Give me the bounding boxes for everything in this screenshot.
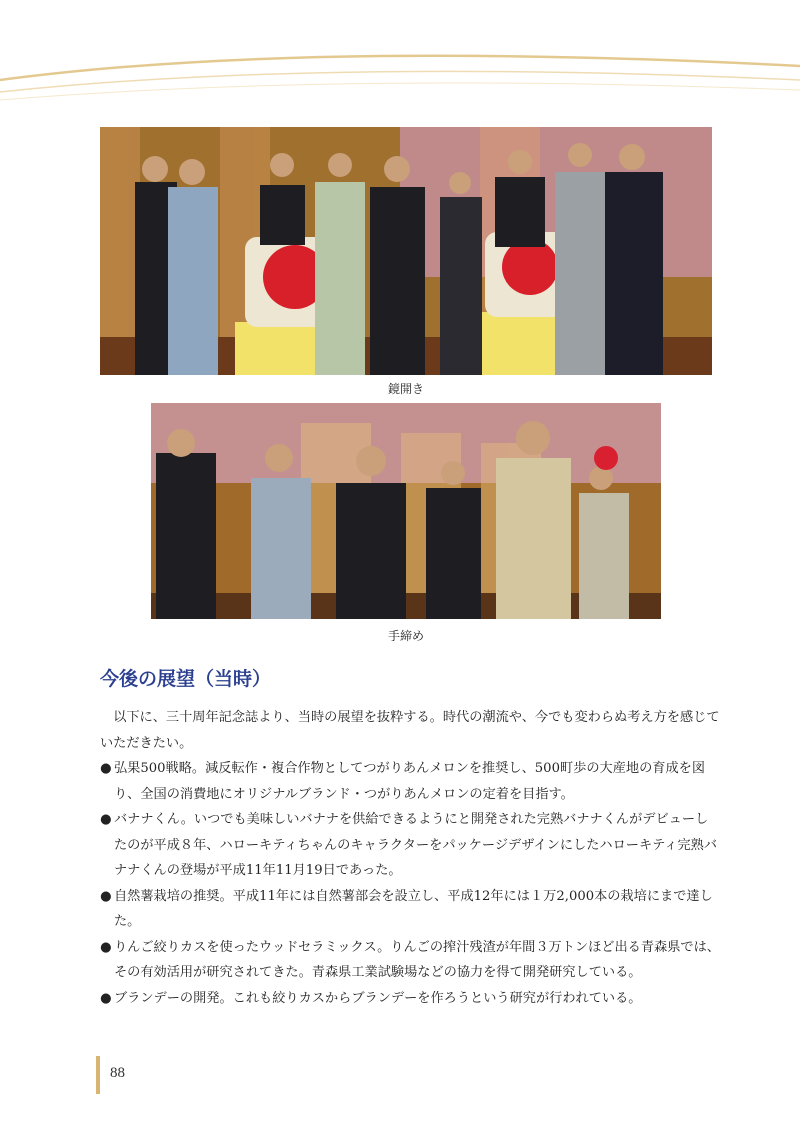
section-body	[100, 705, 720, 1011]
header-decoration	[0, 0, 800, 110]
photo-tejime	[151, 403, 661, 619]
bullet-icon: ●	[100, 990, 112, 1006]
list-item: ● 弘果500戦略。減反転作・複合作物としてつがりあんメロンを推奨し、500町歩の大産地の育成を図り、全国の消費地にオリジナルブランド・つがりあんメロンの定着を目指す。	[100, 756, 720, 807]
list-item: ● バナナくん。いつでも美味しいバナナを供給できるようにと開発された完熟バナナくんがデビューしたのが平成８年、ハローキティちゃんのキャラクターをパッケージデザインにしたハローキティ完熟バナナくんの登場が平成11年11月19日であった。	[100, 807, 720, 884]
photo-kagami-biraki	[100, 127, 712, 375]
list-item: ● 自然薯栽培の推奨。平成11年には自然薯部会を設立し、平成12年には１万2,000本の栽培にまで達した。	[100, 884, 720, 935]
bullet-icon: ●	[100, 761, 112, 776]
section-title: 今後の展望（当時）	[100, 668, 272, 690]
list-item: ● りんご絞りカスを使ったウッドセラミックス。りんごの搾汁残渣が年間３万トンほど出る青森県では、その有効活用が研究されてきた。青森県工業試験場などの協力を得て開発研究している。	[100, 935, 720, 986]
list-item: ● ブランデーの開発。これも絞りカスからブランデーを作ろうという研究が行われている。	[100, 986, 720, 1012]
page-number-rule	[96, 1056, 100, 1094]
bullet-icon: ●	[100, 939, 112, 955]
page-number: 88	[110, 1065, 125, 1081]
photo-caption: 鏡開き	[387, 382, 424, 396]
bullet-icon: ●	[100, 888, 112, 904]
photo-caption: 手締め	[387, 629, 424, 643]
intro-paragraph: 以下に、三十周年記念誌より、当時の展望を抜粋する。時代の潮流や、今でも変わらぬ考え方を感じていただきたい。	[100, 710, 720, 751]
bullet-list	[100, 756, 720, 1011]
bullet-icon: ●	[100, 812, 112, 827]
